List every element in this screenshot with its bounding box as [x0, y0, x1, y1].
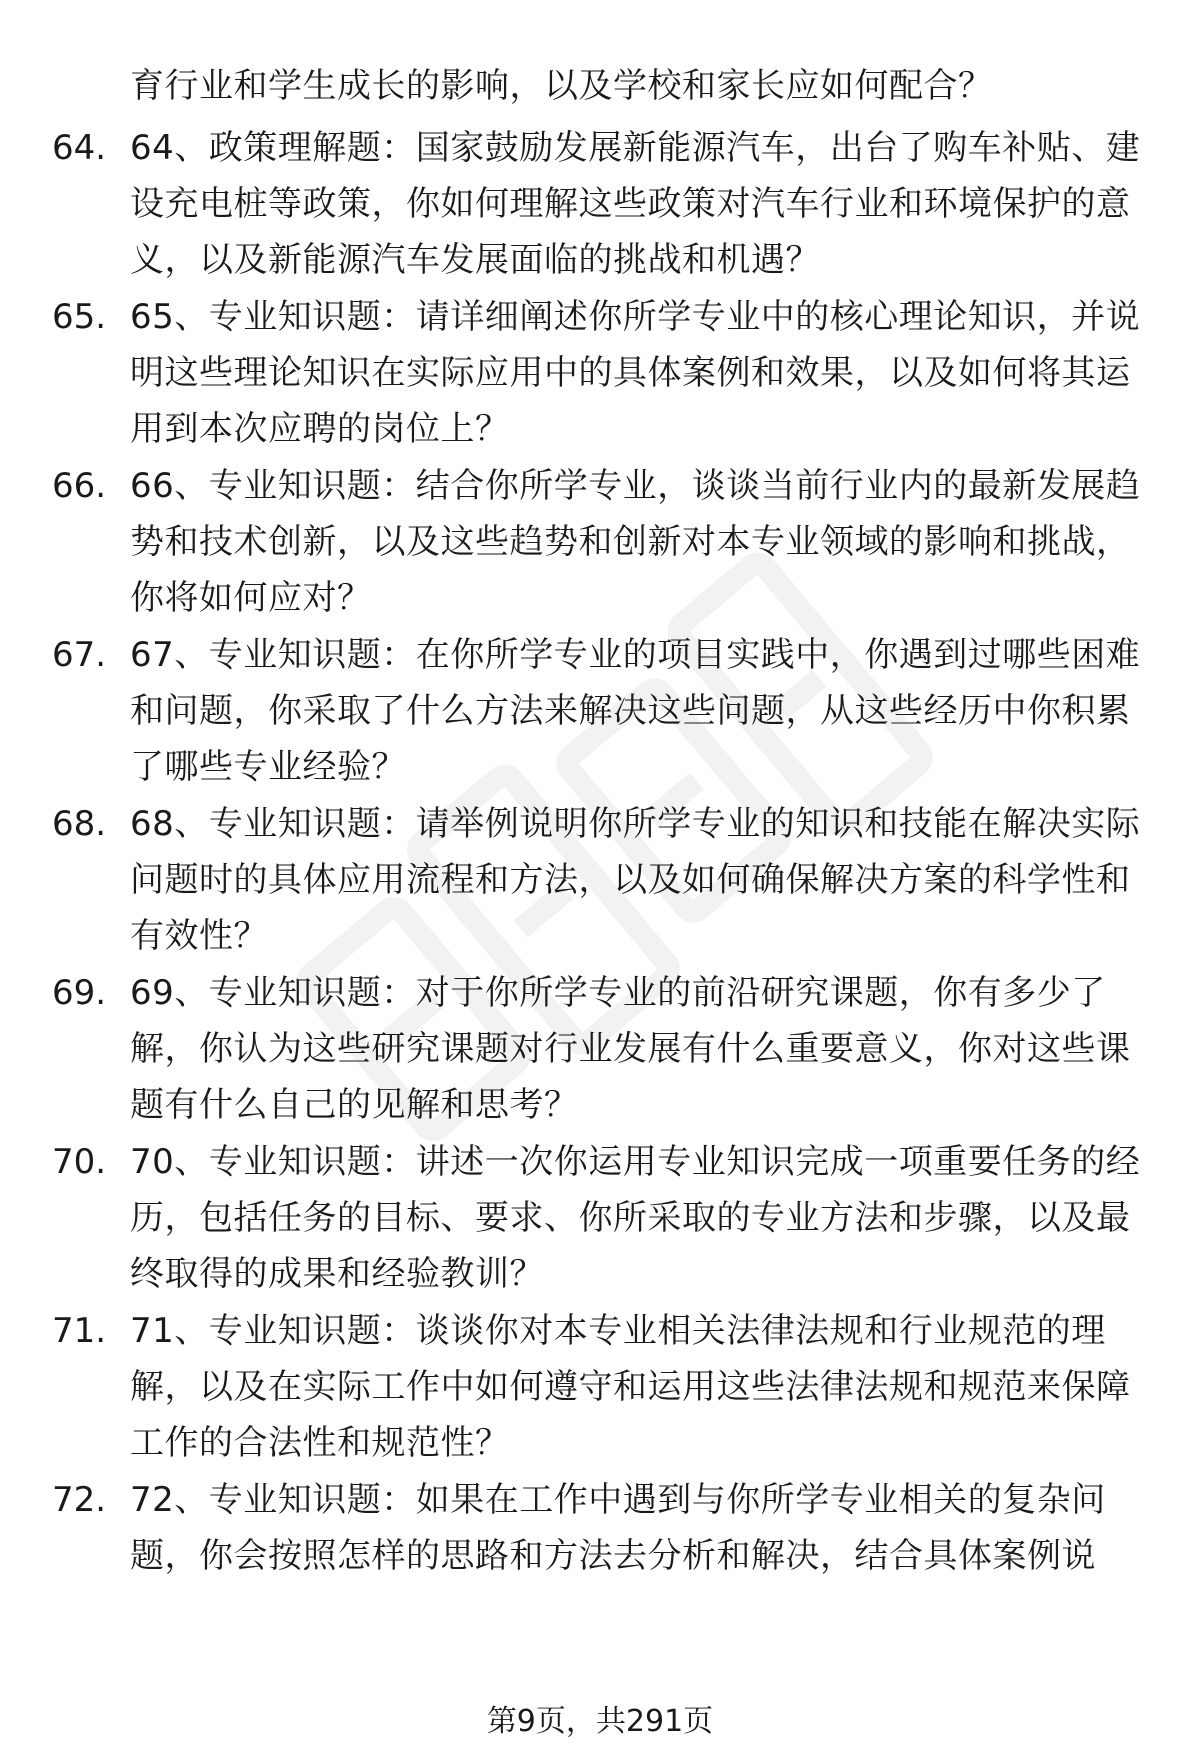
question-number: 64. — [52, 128, 107, 168]
continued-text: 育行业和学生成长的影响，以及学校和家长应如何配合？ — [130, 66, 993, 106]
page-footer: 第9页，共291页 — [486, 1704, 714, 1739]
question-number: 68. — [52, 804, 107, 844]
question-text: 64、政策理解题：国家鼓励发展新能源汽车，出台了购车补贴、建设充电桩等政策，你如何理解这些政策对汽车行业和环境保护的意义，以及新能源汽车发展面临的挑战和机遇？ — [130, 128, 1141, 280]
question-number: 66. — [52, 466, 107, 506]
question-text: 70、专业知识题：讲述一次你运用专业知识完成一项重要任务的经历，包括任务的目标、要求、你所采取的专业方法和步骤，以及最终取得的成果和经验教训？ — [130, 1142, 1141, 1294]
question-text: 72、专业知识题：如果在工作中遇到与你所学专业相关的复杂问题，你会按照怎样的思路和方法去分析和解决，结合具体案例说 — [130, 1480, 1106, 1576]
question-text: 71、专业知识题：谈谈你对本专业相关法律法规和行业规范的理解，以及在实际工作中如何遵守和运用这些法律法规和规范来保障工作的合法性和规范性？ — [130, 1311, 1131, 1463]
question-number: 72. — [52, 1480, 107, 1520]
question-number: 67. — [52, 635, 107, 675]
question-number: 71. — [52, 1311, 107, 1351]
question-text: 66、专业知识题：结合你所学专业，谈谈当前行业内的最新发展趋势和技术创新，以及这些趋势和创新对本专业领域的影响和挑战，你将如何应对？ — [130, 466, 1141, 618]
question-text: 65、专业知识题：请详细阐述你所学专业中的核心理论知识，并说明这些理论知识在实际应用中的具体案例和效果，以及如何将其运用到本次应聘的岗位上？ — [130, 297, 1141, 449]
question-number: 65. — [52, 297, 107, 337]
question-text: 68、专业知识题：请举例说明你所学专业的知识和技能在解决实际问题时的具体应用流程和方法，以及如何确保解决方案的科学性和有效性？ — [130, 804, 1141, 956]
question-number: 69. — [52, 973, 107, 1013]
question-text: 69、专业知识题：对于你所学专业的前沿研究课题，你有多少了解，你认为这些研究课题对行业发展有什么重要意义，你对这些课题有什么自己的见解和思考？ — [130, 973, 1131, 1125]
question-number: 70. — [52, 1142, 107, 1182]
question-text: 67、专业知识题：在你所学专业的项目实践中，你遇到过哪些困难和问题，你采取了什么方法来解决这些问题，从这些经历中你积累了哪些专业经验？ — [130, 635, 1141, 787]
